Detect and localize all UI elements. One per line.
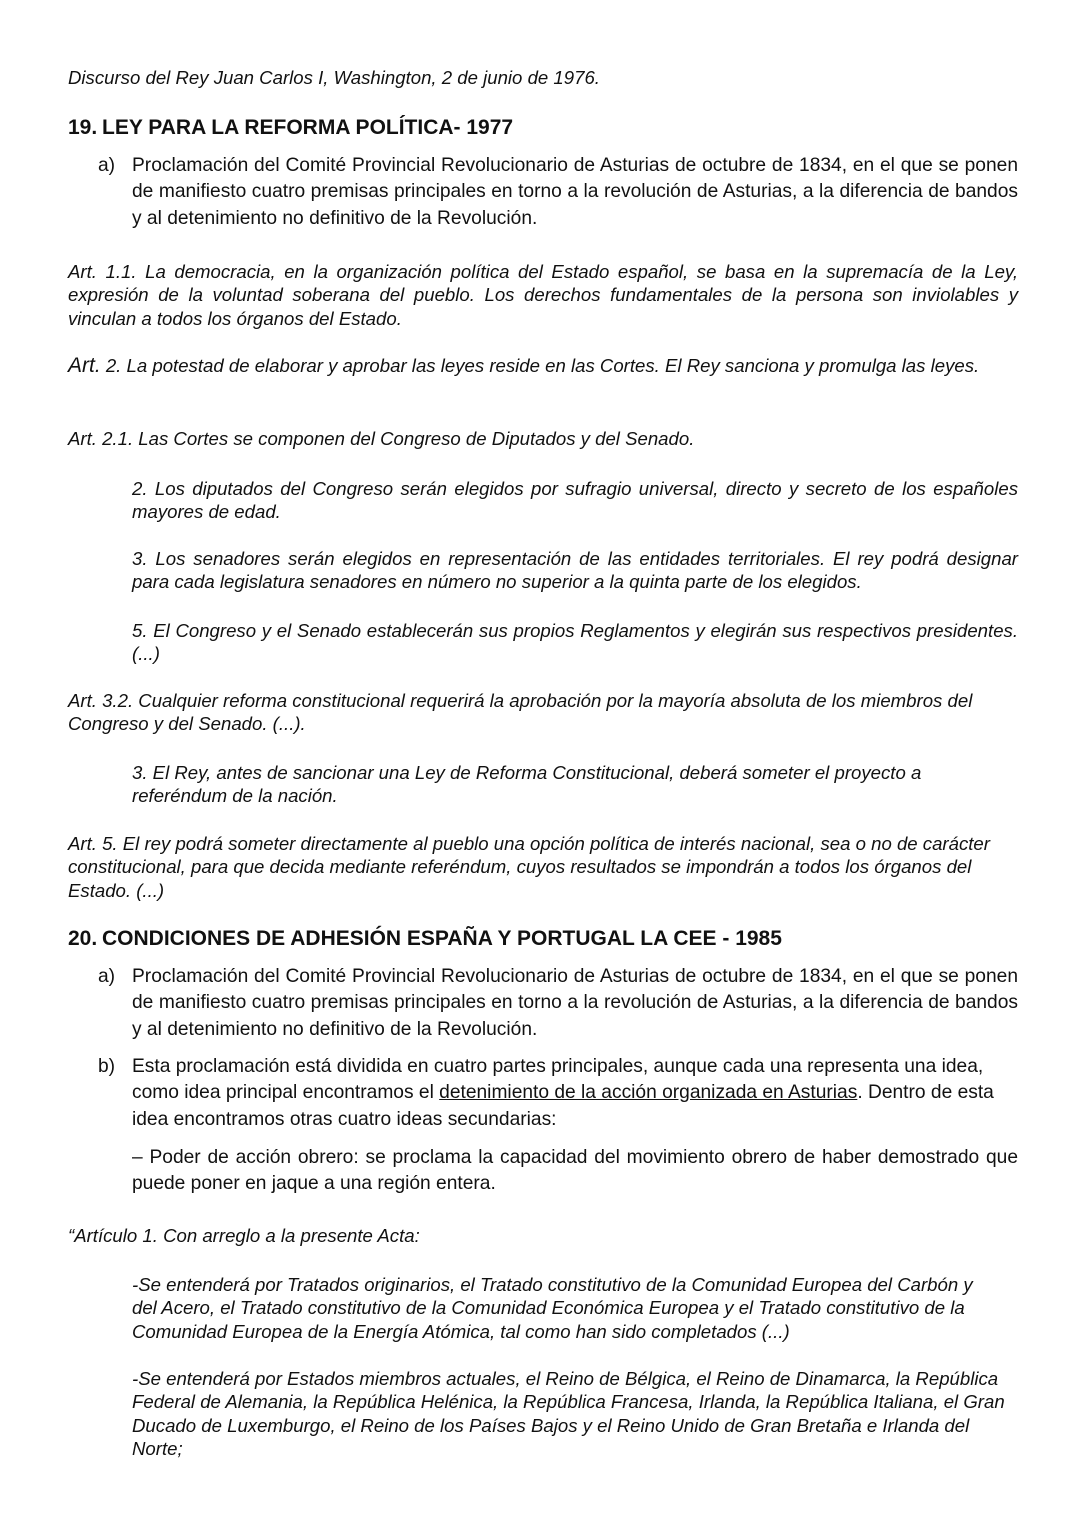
item-b-text-before: Esta proclamación está dividida en cuatro partes principales, aunque cada una representa una idea, como idea principal encontramos el [132,1056,984,1104]
section-19-number: 19. [68,116,98,139]
section-19-item-a [98,153,1018,233]
list-item-text [132,1054,1018,1133]
section-20-title: CONDICIONES DE ADHESIÓN ESPAÑA Y PORTUGAL LA CEE - 1985 [102,927,782,950]
art-2-1: Art. 2.1. Las Cortes se componen del Congreso de Diputados y del Senado. [68,428,695,449]
section-19-title: LEY PARA LA REFORMA POLÍTICA- 1977 [102,116,514,139]
section-20-number: 20. [68,927,98,950]
art-2-2: 2. Los diputados del Congreso serán elegidos por sufragio universal, directo y secreto de los españoles mayores de edad. [132,478,1018,523]
section-20-item-a [98,964,1018,1044]
tratados-originarios: -Se entenderá por Tratados originarios, el Tratado constitutivo de la Comunidad Europea del Carbón y del Acero, el Tratado constitutivo de la Comunidad Económica Europea y el Tratado constitutivo de la Comunidad Europea de la Energía Atómica, tal como han sido completados (...) [132,1274,973,1342]
art-2-text: 2. La potestad de elaborar y aprobar las leyes reside en las Cortes. El Rey sanciona y promulga las leyes. [100,355,980,376]
item-b-underlined-text: detenimiento de la acción organizada en Asturias [439,1082,858,1104]
art-2-label: Art. [68,354,101,377]
intro-citation: Discurso del Rey Juan Carlos I, Washington, 2 de junio de 1976. [68,67,600,88]
articulo-1-heading: “Artículo 1. Con arreglo a la presente Acta: [68,1225,420,1246]
list-marker: a) [98,155,116,176]
estados-miembros: -Se entenderá por Estados miembros actuales, el Reino de Bélgica, el Reino de Dinamarca, la República Federal de Alemania, la República Helénica, la República Francesa, Irlanda, la República Italiana, el Gran Ducado de Luxemburgo, el Reino de los Países Bajos y el Reino Unido de Gran Bretaña e Irlanda del Norte; [132,1368,1005,1460]
art-5: Art. 5. El rey podrá someter directamente al pueblo una opción política de interés nacional, sea o no de carácter constitucional, para que decida mediante referéndum, cuyos resultados se impondrán a todos los órganos del Estado. (...) [68,833,990,901]
art-2-3: 3. Los senadores serán elegidos en representación de las entidades territoriales. El rey podrá designar para cada legislatura senadores en número no superior a la quinta parte de los elegidos. [132,548,1018,593]
list-marker: b) [98,1056,116,1077]
art-3-3: 3. El Rey, antes de sancionar una Ley de Reforma Constitucional, deberá someter el proyecto a referéndum de la nación. [132,762,922,807]
art-2-5: 5. El Congreso y el Senado establecerán sus propios Reglamentos y elegirán sus respectivos presidentes. (...) [132,620,1018,665]
art-1-1: Art. 1.1. La democracia, en la organización política del Estado español, se basa en la supremacía de la Ley, expresión de la voluntad soberana del pueblo. Los derechos fundamentales de la persona son inviolables y vinculan a todos los órganos del Estado. [68,261,1018,329]
item-b-text-after: . Dentro de esta idea encontramos otras cuatro ideas secundarias: [132,1082,994,1130]
section-19-heading [68,115,1028,141]
list-marker: a) [98,966,116,987]
section-20-item-b [98,1054,1018,1194]
art-2 [68,354,1018,377]
item-b-sub-point: – Poder de acción obrero: se proclama la capacidad del movimiento obrero de haber demostrado que puede poner en jaque a una región entera. [132,1147,1018,1195]
list-item-text: Proclamación del Comité Provincial Revolucionario de Asturias de octubre de 1834, en el que se ponen de manifiesto cuatro premisas principales en torno a la revolución de Asturias, a la diferencia de bandos y al detenimiento no definitivo de la Revolución. [132,155,1018,229]
section-20-heading [68,926,1028,952]
list-item-text: Proclamación del Comité Provincial Revolucionario de Asturias de octubre de 1834, en el que se ponen de manifiesto cuatro premisas principales en torno a la revolución de Asturias, a la diferencia de bandos y al detenimiento no definitivo de la Revolución. [132,966,1018,1040]
art-3-2: Art. 3.2. Cualquier reforma constitucional requerirá la aprobación por la mayoría absoluta de los miembros del Congreso y del Senado. (...). [68,690,973,735]
